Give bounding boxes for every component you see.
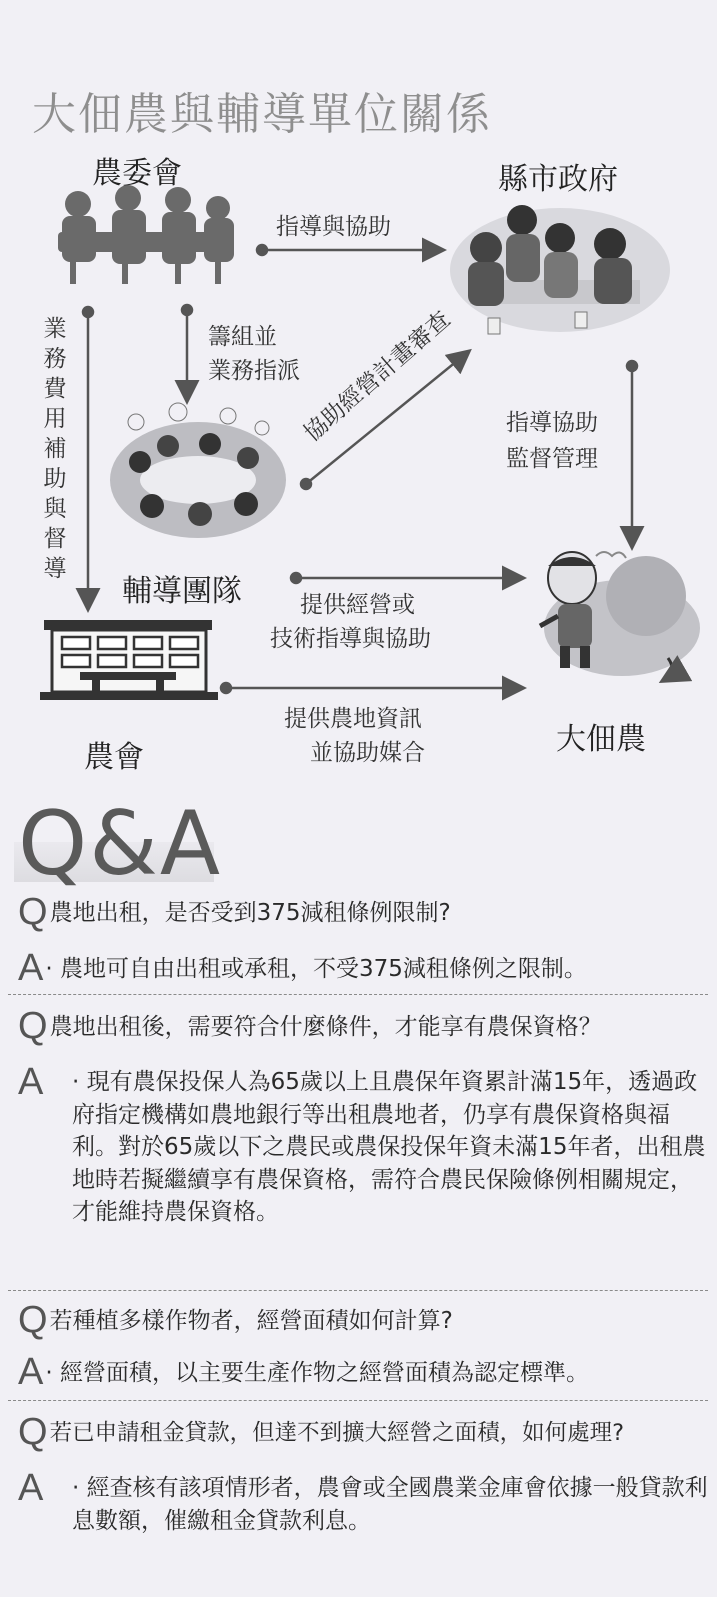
a-mark: A [18,1351,44,1393]
divider [8,1400,708,1401]
q-mark: Q [18,1005,48,1047]
edge-label-county-farmer-line2: 監督管理 [506,446,598,472]
diagram-title: 大佃農與輔導單位關係 [32,89,492,140]
q-mark: Q [18,1411,48,1453]
question-text: 若已申請租金貸款，但達不到擴大經營之面積，如何處理? [49,1420,625,1446]
node-coa: 農委會 [92,156,182,191]
question-2 [18,1005,708,1047]
edge-label-coa-association: 業務費用補助與督導 [43,316,67,582]
a-mark: A [18,947,44,989]
edge-label-county-farmer-line1: 指導協助 [506,410,598,436]
edge-label-team-farmer-line1: 提供經營或 [300,592,415,618]
node-large-tenant-farmer: 大佃農 [556,722,646,757]
a-mark: A [18,1467,44,1509]
question-1 [18,891,708,933]
node-counseling-team: 輔導團隊 [122,574,242,609]
node-farmers-association: 農會 [84,740,144,775]
qa-title: Q&A [18,792,223,895]
edge-label-coa-team-line2: 業務指派 [208,358,300,384]
a-mark: A [18,1061,44,1103]
question-4 [18,1411,708,1453]
edge-label-coa-county: 指導與協助 [276,214,391,240]
q-mark: Q [18,1299,48,1341]
answer-text: · 經營面積，以主要生產作物之經營面積為認定標準。 [45,1360,589,1386]
answer-3 [18,1351,708,1393]
edge-label-association-farmer-line2: 並協助媒合 [310,740,425,766]
edge-label-association-farmer-line1: 提供農地資訊 [284,706,422,732]
edge-label-team-farmer-line2: 技術指導與協助 [270,626,431,652]
question-text: 農地出租後，需要符合什麼條件，才能享有農保資格？ [49,1014,602,1040]
answer-1 [18,947,708,989]
node-county-government: 縣市政府 [498,162,618,197]
answer-text: · 現有農保投保人為65歲以上且農保年資累計滿15年，透過政府指定機構如農地銀行等出租農地者，仍享有農保資格與福利。對於65歲以下之農民或農保投保年資未滿15年者，出租農地時若擬繼續享有農保資格，需符合農民保險條例相關規定，才能維持農保資格。 [72,1069,706,1225]
answer-text: · 經查核有該項情形者，農會或全國農業金庫會依據一般貸款利息數額，催繳租金貸款利息。 [72,1475,708,1534]
q-mark: Q [18,891,48,933]
edge-label-coa-team-line1: 籌組並 [208,324,277,350]
question-text: 農地出租，是否受到375減租條例限制? [49,900,451,926]
meeting-silhouette-icon [58,185,234,284]
edge-label-team-county: 協助經營計畫審查 [299,306,456,447]
county-meeting-icon [450,205,670,334]
team-meeting-icon [110,403,286,538]
farmer-icon [540,552,700,680]
divider [8,994,708,995]
divider [8,1290,708,1291]
question-3 [18,1299,708,1341]
question-text: 若種植多樣作物者，經營面積如何計算? [49,1308,453,1334]
building-icon [40,620,218,700]
answer-text: · 農地可自由出租或承租，不受375減租條例之限制。 [45,956,587,982]
